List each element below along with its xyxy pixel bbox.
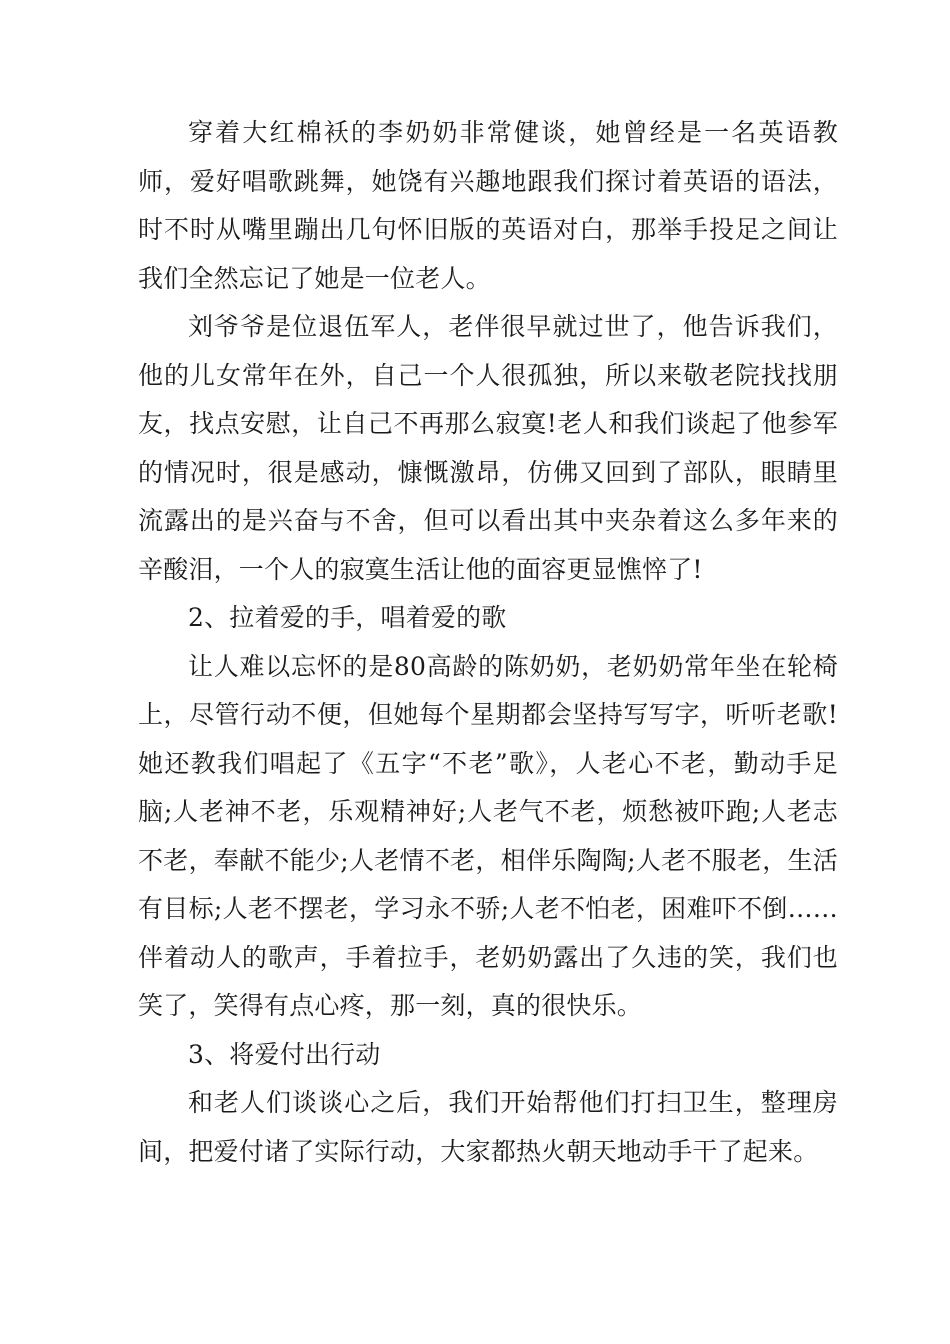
section-heading-2: 2、拉着爱的手，唱着爱的歌 [188,603,507,632]
paragraph-liu-grandpa: 刘爷爷是位退伍军人，老伴很早就过世了，他告诉我们，他的儿女常年在外，自己一个人很孤独，所以来敬老院找找朋友，找点安慰，让自己不再那么寂寞!老人和我们谈起了他参军的情况时，很是感动，慷慨激昂，仿佛又回到了部队，眼睛里流露出的是兴奋与不舍，但可以看出其中夹杂着这么多年来的辛酸泪，一个人的寂寞生活让他的面容更显憔悴了! [138,312,838,584]
document-body [138,109,838,1176]
paragraph-chen-grandma: 让人难以忘怀的是80高龄的陈奶奶，老奶奶常年坐在轮椅上，尽管行动不便，但她每个星期都会坚持写写字，听听老歌!她还教我们唱起了《五字“不老”歌》，人老心不老，勤动手足脑;人老神不老，乐观精神好;人老气不老，烦愁被吓跑;人老志不老，奉献不能少;人老情不老，相伴乐陶陶;人老不服老，生活有目标;人老不摆老，学习永不骄;人老不怕老，困难吓不倒……伴着动人的歌声，手着拉手，老奶奶露出了久违的笑，我们也笑了，笑得有点心疼，那一刻，真的很快乐。 [138,651,838,1020]
paragraph-li-grandma: 穿着大红棉袄的李奶奶非常健谈，她曾经是一名英语教师，爱好唱歌跳舞，她饶有兴趣地跟我们探讨着英语的语法，时不时从嘴里蹦出几句怀旧版的英语对白，那举手投足之间让我们全然忘记了她是一位老人。 [138,118,838,293]
paragraph-action: 和老人们谈谈心之后，我们开始帮他们打扫卫生，整理房间，把爱付诸了实际行动，大家都热火朝天地动手干了起来。 [138,1088,838,1166]
section-heading-3: 3、将爱付出行动 [188,1039,381,1069]
